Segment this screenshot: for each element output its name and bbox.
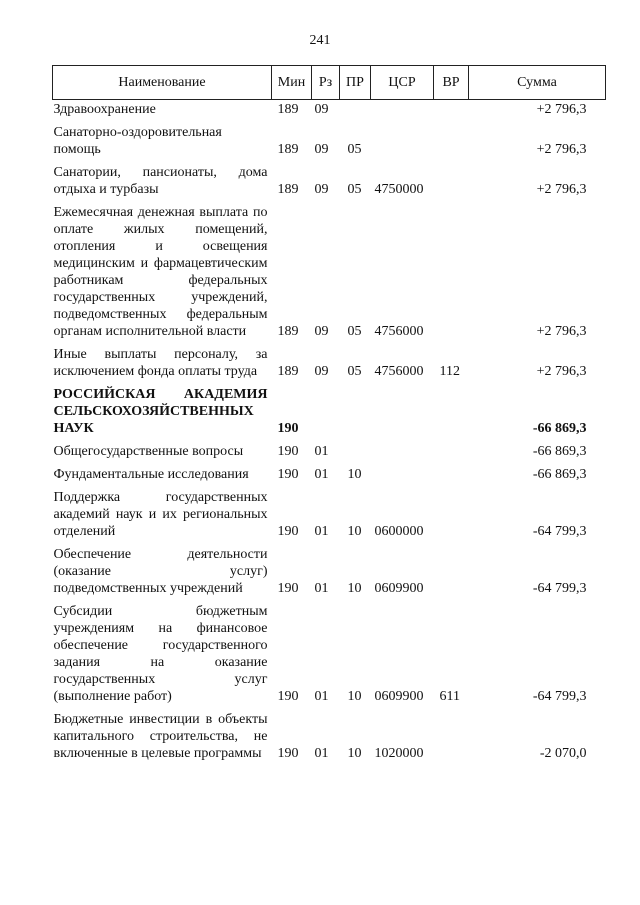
cell-sum: -64 799,3 [532,689,587,704]
cell-vr: 112 [439,364,460,379]
cell-pr: 10 [347,467,362,482]
table-row [53,198,606,340]
cell-min: 190 [277,746,299,761]
column-header-vr: ВР [434,66,469,100]
cell-rz: 09 [314,324,329,339]
cell-name: Субсидии бюджетным учреждениям на финансовое обеспечение государственного задания на оказание государственных услуг (выполнение работ) [53,604,268,704]
cell-name: Санатории, пансионаты, дома отдыха и турбазы [53,165,268,197]
cell-min: 190 [277,421,299,436]
cell-pr [340,380,371,437]
cell-vr [434,100,469,119]
cell-name: Санаторно-оздоровительная помощь [53,125,222,157]
cell-rz: 01 [314,524,329,539]
cell-sum: -64 799,3 [532,524,587,539]
cell-name: Фундаментальные исследования [53,467,249,482]
cell-sum: +2 796,3 [536,324,587,339]
cell-pr: 05 [347,182,362,197]
table-row [53,597,606,705]
cell-rz: 01 [314,444,329,459]
cell-name: Общегосударственные вопросы [53,444,244,459]
cell-name: Ежемесячная денежная выплата по оплате жилых помещений, отопления и освещения медицинским и фармацевтическим работникам федеральных государственных учреждений, подведомственных федеральным органам исполнительной власти [53,205,268,339]
table-row [53,118,606,158]
table-row [53,437,606,460]
cell-name: Поддержка государственных академий наук и их региональных отделений [53,490,268,539]
column-header-sum: Сумма [469,66,606,100]
cell-min: 189 [277,324,299,339]
cell-rz: 01 [314,467,329,482]
table-row [53,340,606,380]
cell-vr [434,437,469,460]
cell-pr: 10 [347,581,362,596]
cell-sum: -66 869,3 [532,421,587,436]
table-row [53,100,606,119]
cell-csr [371,380,434,437]
column-header-csr: ЦСР [371,66,434,100]
cell-csr: 1020000 [374,746,424,761]
cell-rz: 01 [314,689,329,704]
table-body [53,100,606,763]
cell-sum: +2 796,3 [536,102,587,117]
cell-name: РОССИЙСКАЯ АКАДЕМИЯ СЕЛЬСКОХОЗЯЙСТВЕННЫХ НАУК [53,387,268,436]
cell-min: 189 [277,364,299,379]
cell-pr [340,100,371,119]
cell-pr [340,437,371,460]
table-row [53,705,606,762]
column-header-name: Наименование [53,66,272,100]
cell-sum: -66 869,3 [532,467,587,482]
cell-sum: -66 869,3 [532,444,587,459]
cell-csr: 4756000 [374,324,424,339]
cell-csr [371,100,434,119]
cell-min: 189 [277,102,299,117]
cell-vr [434,118,469,158]
cell-pr: 05 [347,364,362,379]
cell-vr [434,483,469,540]
cell-csr [371,437,434,460]
cell-csr: 0600000 [374,524,424,539]
cell-rz: 01 [314,581,329,596]
cell-vr [434,158,469,198]
cell-sum: +2 796,3 [536,182,587,197]
cell-rz: 09 [314,182,329,197]
cell-min: 189 [277,182,299,197]
cell-rz: 09 [314,364,329,379]
cell-rz: 09 [314,102,329,117]
column-header-pr: ПР [340,66,371,100]
cell-sum: -2 070,0 [539,746,587,761]
table-row [53,380,606,437]
cell-vr: 611 [439,689,460,704]
cell-sum: +2 796,3 [536,142,587,157]
cell-vr [434,460,469,483]
column-header-min: Мин [272,66,312,100]
cell-name: Бюджетные инвестиции в объекты капитального строительства, не включенные в целевые программы [53,712,268,761]
cell-csr [371,118,434,158]
cell-name: Обеспечение деятельности (оказание услуг) подведомственных учреждений [53,547,268,596]
cell-csr [371,460,434,483]
cell-pr: 05 [347,142,362,157]
cell-pr: 05 [347,324,362,339]
cell-sum: +2 796,3 [536,364,587,379]
cell-min: 190 [277,467,299,482]
cell-min: 190 [277,689,299,704]
table-row [53,158,606,198]
cell-rz: 01 [314,746,329,761]
cell-name: Иные выплаты персоналу, за исключением фонда оплаты труда [53,347,268,379]
cell-vr [434,540,469,597]
cell-sum: -64 799,3 [532,581,587,596]
cell-min: 190 [277,581,299,596]
cell-rz: 09 [314,142,329,157]
cell-vr [434,198,469,340]
cell-min: 190 [277,444,299,459]
page-number: 241 [309,33,331,48]
cell-min: 189 [277,142,299,157]
cell-pr: 10 [347,524,362,539]
cell-rz [312,380,340,437]
budget-table [52,65,606,762]
cell-pr: 10 [347,746,362,761]
cell-csr: 4750000 [374,182,424,197]
table-row [53,483,606,540]
cell-pr: 10 [347,689,362,704]
cell-csr: 0609900 [374,581,424,596]
table-header-row [53,66,606,100]
column-header-rz: Рз [312,66,340,100]
cell-name: Здравоохранение [53,102,156,117]
cell-csr: 4756000 [374,364,424,379]
cell-vr [434,380,469,437]
table-row [53,460,606,483]
table-row [53,540,606,597]
cell-min: 190 [277,524,299,539]
cell-csr: 0609900 [374,689,424,704]
cell-vr [434,705,469,762]
